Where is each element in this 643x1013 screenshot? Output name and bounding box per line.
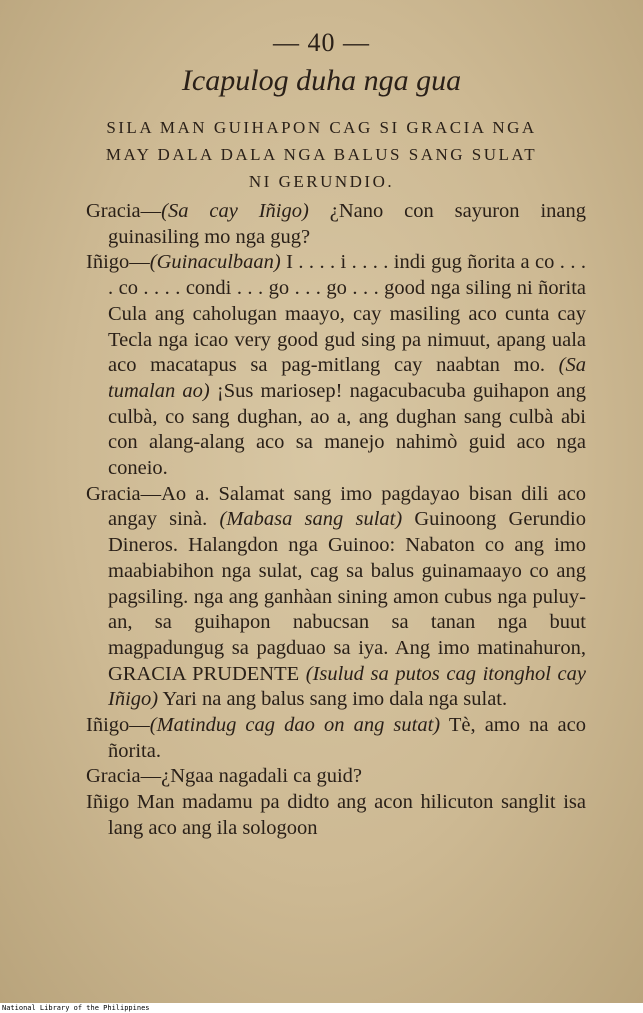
- library-credit: National Library of the Philippines: [0, 1003, 643, 1013]
- dialogue-line: [86, 250, 586, 481]
- speaker-name: Iñigo—: [86, 714, 150, 737]
- dialogue-text: I . . . . i . . . . indi gug ñorita a co . . . . co . . . . condi . . . go . . . go . . . good nga siling ni ñorita Cula ang caholugan maayo, cay masiling aco cunta cay Tecla nga icao very good gud sing pa nimuut, apang uala aco macatapus sa pag-mitlang cay naabtan mo.: [108, 251, 586, 377]
- dialogue-text: Yari na ang balus sang imo dala nga sulat.: [158, 688, 508, 711]
- scene-heading-line: NI GERUNDIO.: [248, 172, 395, 191]
- stage-direction: (Matindug cag dao on ang sutat): [149, 714, 441, 737]
- dialogue-text: Man madamu pa didto ang acon hilicuton sanglit isa lang aco ang ila sologoon: [108, 791, 586, 839]
- stage-direction: (Guinaculbaan): [149, 251, 281, 274]
- dialogue-line: [86, 713, 586, 764]
- scene-heading-line: MAY DALA DALA NGA BALUS SANG SULAT: [105, 145, 538, 164]
- dialogue-body: [86, 199, 586, 842]
- speaker-name: Iñigo: [86, 791, 130, 814]
- stage-direction: (Mabasa sang sulat): [207, 508, 403, 531]
- speaker-name: Gracia—: [86, 482, 162, 505]
- dialogue-text: Guinoong Gerundio Dineros. Halangdon nga Guinoo: Nabaton co ang imo maabiabihon nga sulat, cag sa balus guinamaayo co ang pagsiling. nga ang ganhàan sining amon cubus nga puluy-an, sa guihapon nabucsan sa tanan nga buut magpadungug sa pagduao sa iya. Ang imo matinahuron, GRACIA PRUDENTE: [108, 508, 586, 685]
- dialogue-line: [86, 482, 586, 713]
- dialogue-text: Tè, amo na aco ñorita.: [108, 714, 586, 762]
- dialogue-line: [86, 199, 586, 250]
- dialogue-text: ¿Ngaa nagadali ca guid?: [161, 765, 363, 788]
- dialogue-text: Ao a. Salamat sang imo pagdayao bisan dili aco angay sinà.: [108, 482, 586, 531]
- stage-direction: (Isulud sa putos cag itonghol cay Iñigo): [108, 662, 586, 711]
- page-number: — 40 —: [273, 28, 370, 57]
- speaker-name: Gracia—: [86, 200, 162, 222]
- dialogue-line: [86, 764, 586, 790]
- dialogue-text: ¿Nano con sayuron inang guinasiling mo nga gug?: [108, 200, 586, 248]
- speaker-name: Gracia—: [86, 765, 162, 788]
- page-title: Icapulog duha nga gua: [181, 64, 462, 97]
- dialogue-line: [86, 790, 586, 841]
- scene-heading: [0, 114, 643, 195]
- speaker-name: Iñigo—: [86, 251, 150, 274]
- dialogue-text: ¡Sus mariosep! nagacubacuba guihapon ang culbà, co sang dughan, ao a, ang dughan sang culbà abi con alang-alang aco sa manejo nahimò guid aco nga coneio.: [108, 379, 586, 480]
- scene-heading-line: SILA MAN GUIHAPON CAG SI GRACIA NGA: [106, 118, 537, 137]
- stage-direction: (Sa tumalan ao): [108, 354, 587, 402]
- stage-direction: (Sa cay Iñigo): [161, 200, 309, 222]
